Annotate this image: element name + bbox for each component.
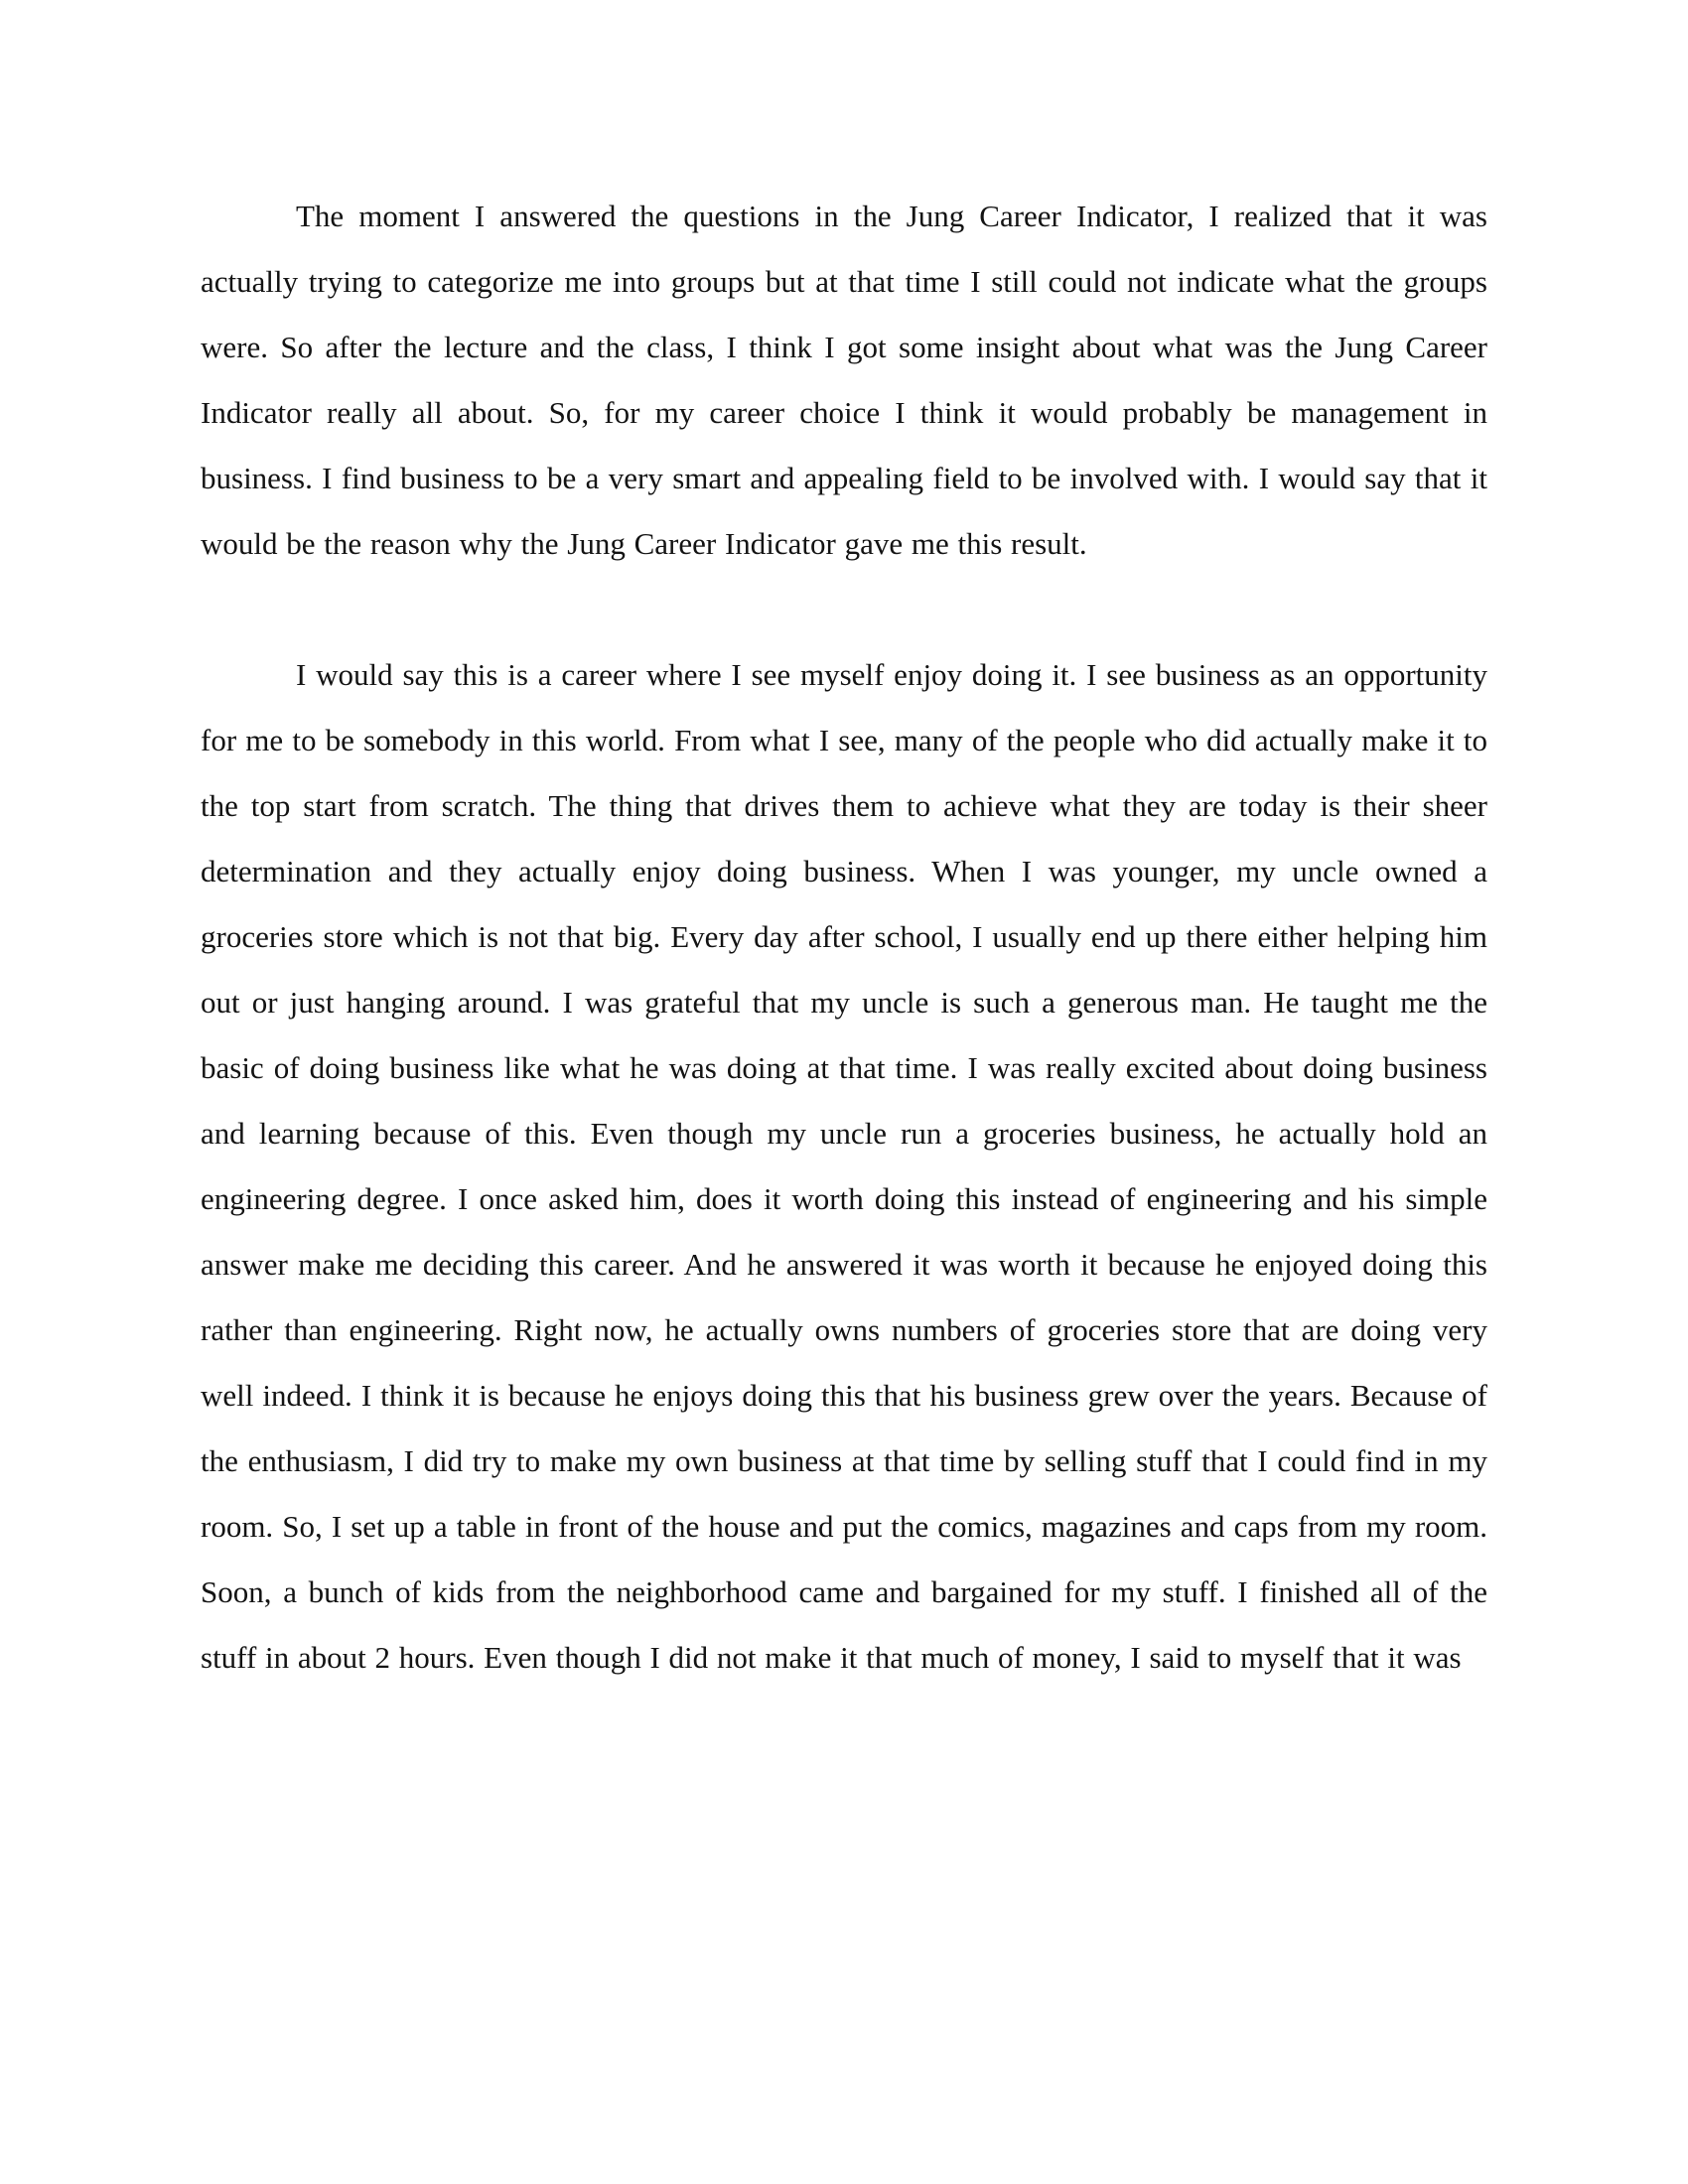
essay-paragraph-1: The moment I answered the questions in the Jung Career Indicator, I realized that it was actually trying to categorize me into groups but at that time I still could not indicate what the groups were. So after the lecture and the class, I think I got some insight about what was the Jung Career Indicator really all about. So, for my career choice I think it would probably be management in business. I find business to be a very smart and appealing field to be involved with. I would say that it would be the reason why the Jung Career Indicator gave me this result. (201, 199, 1487, 561)
essay-paragraph-2: I would say this is a career where I see myself enjoy doing it. I see business as an opportunity for me to be somebody in this world. From what I see, many of the people who did actually make it to the top start from scratch. The thing that drives them to achieve what they are today is their sheer determination and they actually enjoy doing business. When I was younger, my uncle owned a groceries store which is not that big. Every day after school, I usually end up there either helping him out or just hanging around. I was grateful that my uncle is such a generous man. He taught me the basic of doing business like what he was doing at that time. I was really excited about doing business and learning because of this. Even though my uncle run a groceries business, he actually hold an engineering degree. I once asked him, does it worth doing this instead of engineering and his simple answer make me deciding this career. And he answered it was worth it because he enjoyed doing this rather than engineering. Right now, he actually owns numbers of groceries store that are doing very well indeed. I think it is because he enjoys doing this that his business grew over the years. Because of the enthusiasm, I did try to make my own business at that time by selling stuff that I could find in my room. So, I set up a table in front of the house and put the comics, magazines and caps from my room. Soon, a bunch of kids from the neighborhood came and bargained for my stuff. I finished all of the stuff in about 2 hours. Even though I did not make it that much of money, I said to myself that it was (201, 657, 1487, 1675)
